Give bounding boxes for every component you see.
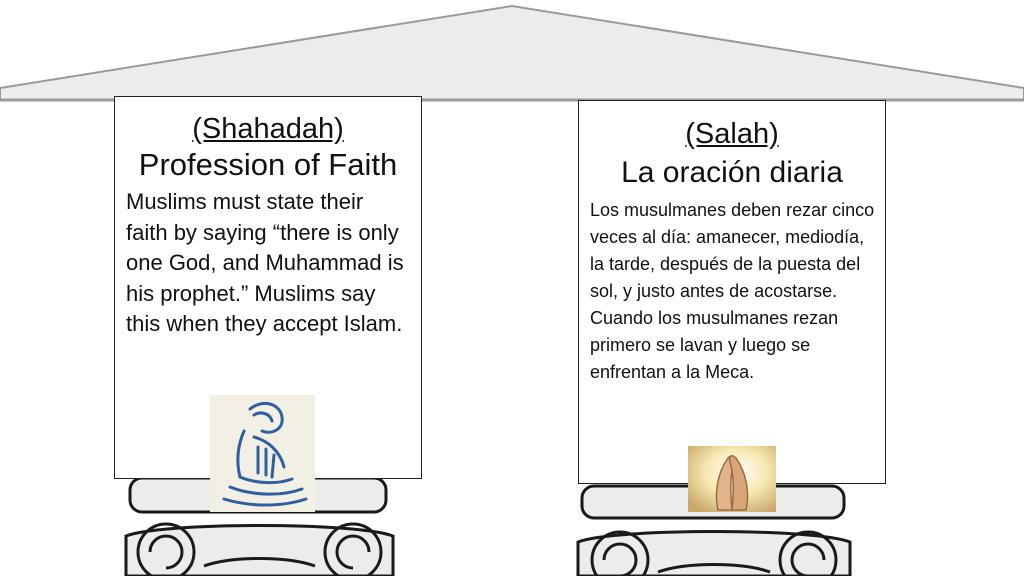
pillar-subtitle: La oración diaria xyxy=(621,156,843,189)
pillar-subtitle: Profession of Faith xyxy=(138,147,398,182)
pillar-description: Muslims must state their faith by saying “there is only one God, and Muhammad is his prophet.” Muslims say this when they accept Islam. xyxy=(126,189,404,336)
capital-volute-band xyxy=(578,532,850,576)
pillar-heading: (Salah) xyxy=(685,118,779,150)
calligraphy-figure-icon xyxy=(210,395,315,512)
pillar-description: Los musulmanes deben rezar cinco veces al día: amanecer, mediodía, la tarde, después de la puesta del sol, y justo antes de acostarse. Cuando los musulmanes rezan primero se lavan y luego se enfrentan a la Meca. xyxy=(590,200,875,382)
roof-pediment xyxy=(0,6,1024,100)
pillar-panel-salah xyxy=(578,100,886,484)
pillar-heading: (Shahadah) xyxy=(192,113,344,145)
praying-hands-icon xyxy=(688,446,776,512)
temple-roof xyxy=(0,0,1024,110)
